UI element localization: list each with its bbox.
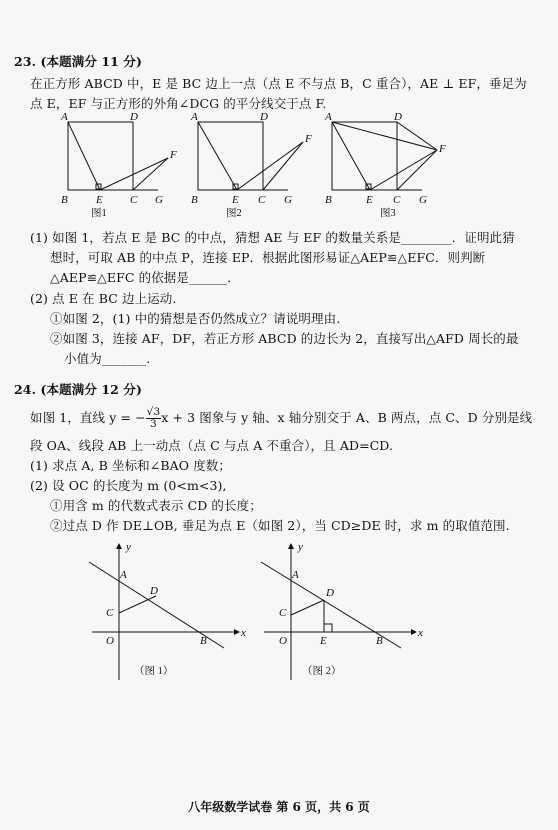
q23-part2-sub2-line1: ②如图 3，连接 AF，DF，若正方形 ABCD 的边长为 2，直接写出△AFD 周长的最 <box>50 331 519 346</box>
fig1-label-b: B <box>61 194 68 206</box>
fig24-2-label-a: A <box>292 569 299 581</box>
fig3-label-a: A <box>325 111 332 123</box>
fig24-2-label-e: E <box>320 635 327 647</box>
q23-stem-line2: 点 E，EF 与正方形的外角∠DCG 的平分线交于点 F. <box>30 96 327 111</box>
q23-part1-line2: 想时，可取 AB 的中点 P，连接 EP．根据此图形易证△AEP≌△EFC．则判断 <box>50 250 486 265</box>
fig3-label-d: D <box>394 111 402 123</box>
fig1-label-f: F <box>170 149 177 161</box>
fig24-2-label-c: C <box>279 607 287 619</box>
q24-part1: (1) 求点 A, B 坐标和∠BAO 度数； <box>30 458 231 473</box>
fig2-label-d: D <box>260 111 268 123</box>
fig24-2-label-b: B <box>376 635 383 647</box>
q24-part2: (2) 设 OC 的长度为 m (0<m<3), <box>30 478 227 493</box>
page-footer: 八年级数学试卷 第 6 页，共 6 页 <box>188 800 370 814</box>
fig1-label-c: C <box>130 194 138 206</box>
q23-part2-line1: (2) 点 E 在 BC 边上运动. <box>30 291 177 306</box>
fig24-1-caption: （图 1） <box>134 666 174 677</box>
fig24-2-label-d: D <box>326 587 334 599</box>
fig3-label-c: C <box>393 194 401 206</box>
fig24-1-label-o: O <box>106 635 114 647</box>
fig3-label-f: F <box>439 143 446 155</box>
q24-part2-sub2: ②过点 D 作 DE⊥OB, 垂足为点 E（如图 2），当 CD≥DE 时，求 m 的取值范围. <box>50 518 510 533</box>
fig24-1-label-c: C <box>106 607 114 619</box>
fig24-1-label-x: x <box>241 627 246 639</box>
fig24-2-label-y: y <box>298 541 303 553</box>
q24-figure-2 <box>256 540 431 690</box>
fig24-1-label-y: y <box>126 541 131 553</box>
q24-stem-line2: 段 OA、线段 AB 上一动点（点 C 与点 A 不重合），且 AD=CD. <box>30 438 394 453</box>
fig2-label-c: C <box>258 194 266 206</box>
q23-figure-3 <box>322 112 482 227</box>
q24-part2-sub1: ①用含 m 的代数式表示 CD 的长度； <box>50 498 262 513</box>
fig1-label-g: G <box>155 194 163 206</box>
q24-header: 24. (本题满分 12 分) <box>14 382 143 397</box>
fig2-label-g: G <box>284 194 292 206</box>
q24-stem-post: x + 3 图象与 y 轴、x 轴分别交于 A、B 两点，点 C、D 分别是线 <box>161 410 533 425</box>
fig2-label-e: E <box>232 194 239 206</box>
q24-fraction <box>146 407 162 430</box>
q23-stem-line1: 在正方形 ABCD 中，E 是 BC 边上一点（点 E 不与点 B，C 重合），AE ⊥ EF，垂足为 <box>30 76 527 91</box>
fig24-2-label-o: O <box>279 635 287 647</box>
q24-frac-num: √3 <box>146 406 161 418</box>
q23-part1-line1: (1) 如图 1，若点 E 是 BC 的中点，猜想 AE 与 EF 的数量关系是________．证明此猜 <box>30 230 515 245</box>
fig3-label-g: G <box>419 194 427 206</box>
fig2-label-b: B <box>191 194 198 206</box>
q24-stem-line1 <box>30 407 532 430</box>
fig3-caption: 图3 <box>380 208 396 219</box>
fig24-2-label-x: x <box>418 627 423 639</box>
fig24-2-caption: （图 2） <box>302 666 342 677</box>
fig1-label-e: E <box>96 194 103 206</box>
fig3-label-b: B <box>325 194 332 206</box>
fig24-1-label-b: B <box>200 635 207 647</box>
fig2-label-f: F <box>305 133 312 145</box>
q24-frac-den: 3 <box>150 418 157 430</box>
fig3-label-e: E <box>366 194 373 206</box>
fig1-caption: 图1 <box>91 208 107 219</box>
fig24-1-label-d: D <box>150 585 158 597</box>
fig2-caption: 图2 <box>226 208 242 219</box>
q24-stem-pre: 如图 1，直线 y = − <box>30 410 146 425</box>
fig24-1-label-a: A <box>120 569 127 581</box>
fig1-label-a: A <box>61 111 68 123</box>
q23-part2-sub1: ①如图 2，(1) 中的猜想是否仍然成立？请说明理由. <box>50 311 341 326</box>
fig1-label-d: D <box>130 111 138 123</box>
q23-part2-sub2-line2: 小值为_______. <box>64 351 151 366</box>
fig2-label-a: A <box>191 111 198 123</box>
q23-header: 23. (本题满分 11 分) <box>14 54 143 69</box>
q23-part1-line3: △AEP≌△EFC 的依据是______． <box>50 270 240 285</box>
q24-figure-1 <box>84 540 254 690</box>
